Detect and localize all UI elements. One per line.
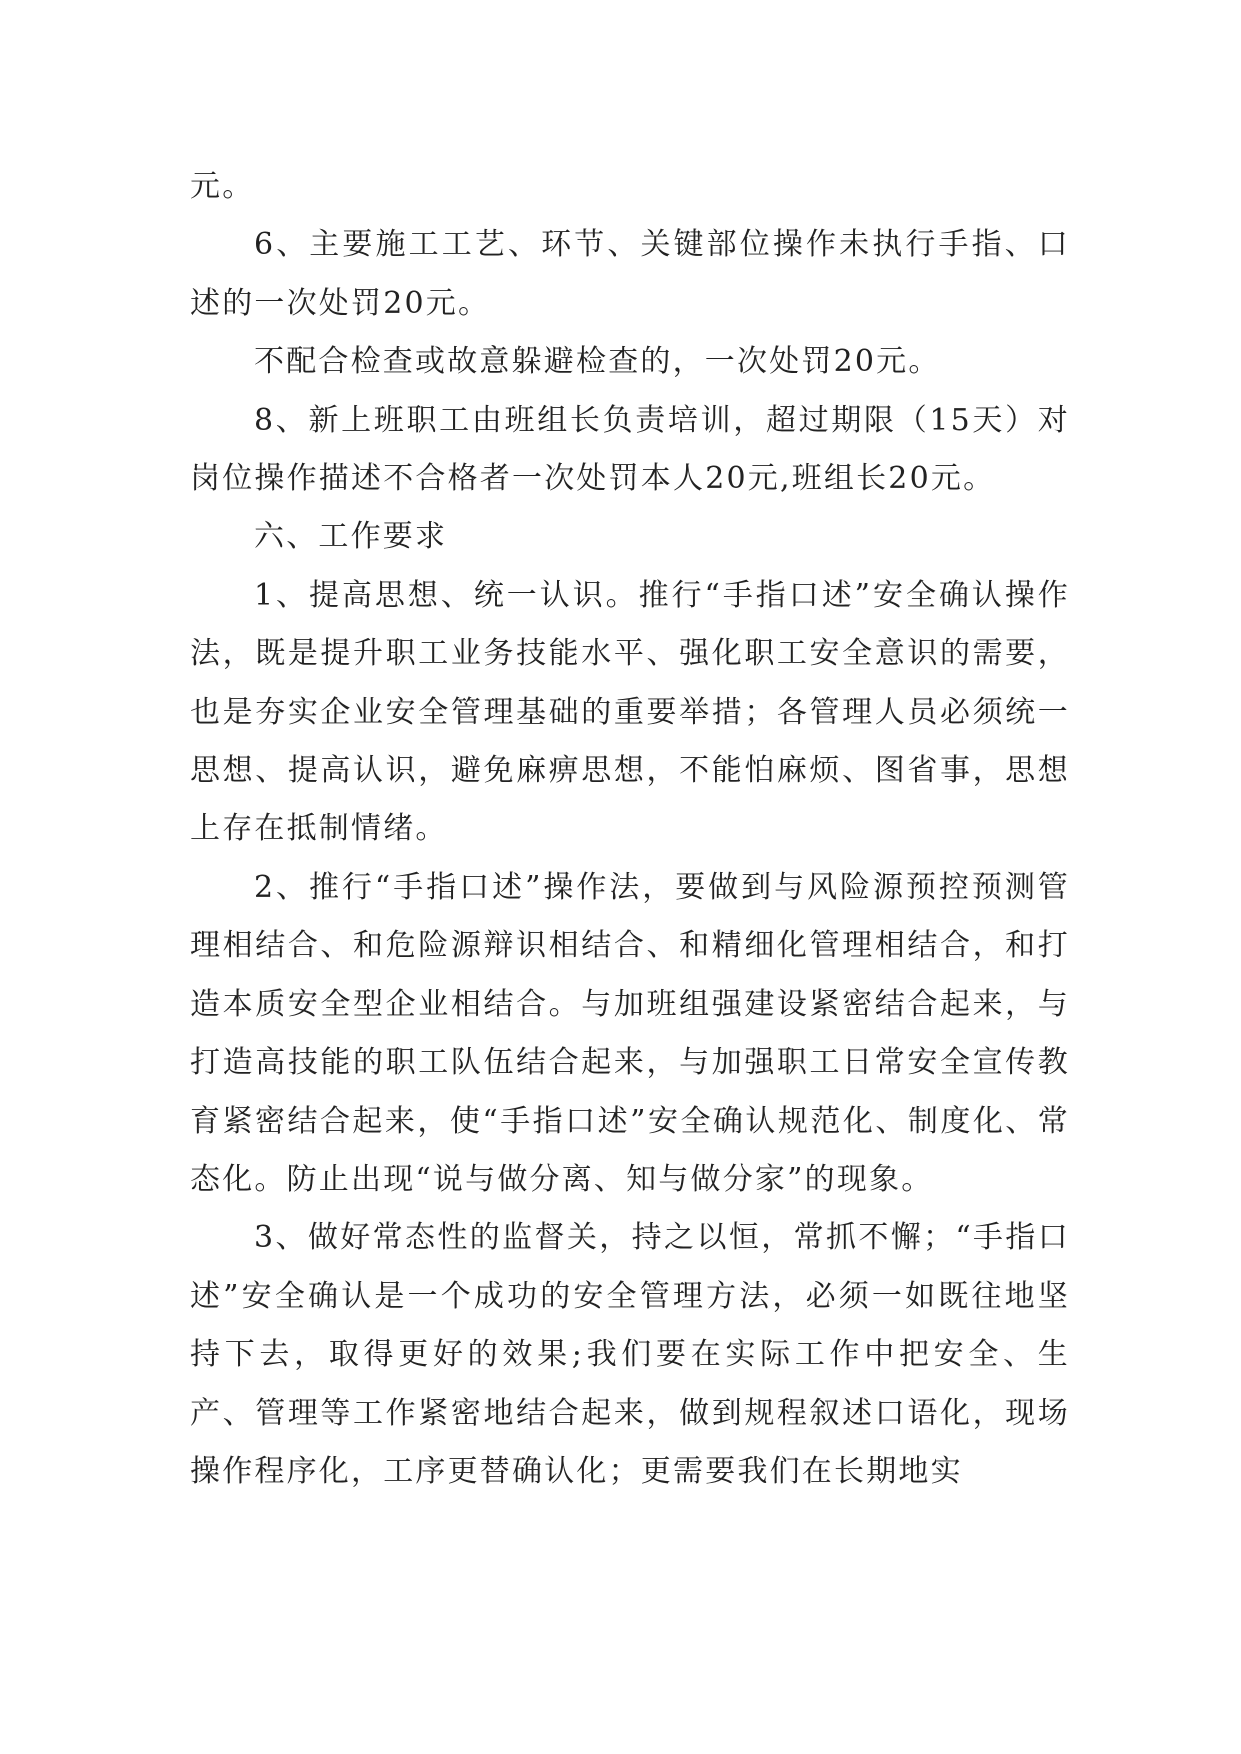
paragraph-item-6: 6、主要施工工艺、环节、关键部位操作未执行手指、口述的一次处罚20元。 [190,227,1070,321]
paragraph-continuation: 元。 [190,169,255,204]
paragraph-item-7: 不配合检查或故意躲避检查的，一次处罚20元。 [254,344,941,380]
paragraph-requirement-2: 2、推行“手指口述”操作法，要做到与风险源预控预测管理相结合、和危险源辩识相结合、和精细化管理相结合，和打造本质安全型企业相结合。与加班组强建设紧密结合起来，与打造高技能的职工队伍结合起来，与加强职工日常安全宣传教育紧密结合起来，使“手指口述”安全确认规范化、制度化、常态化。防止出现“说与做分离、知与做分家”的现象。 [190,869,1070,1197]
paragraph-item-8: 8、新上班职工由班组长负责培训，超过期限（15天）对岗位操作描述不合格者一次处罚本人20元,班组长20元。 [190,402,1070,497]
section-heading-work-requirements: 六、工作要求 [254,519,448,555]
paragraph-requirement-3: 3、做好常态性的监督关，持之以恒，常抓不懈；“手指口述”安全确认是一个成功的安全管理方法，必须一如既往地坚持下去，取得更好的效果;我们要在实际工作中把安全、生产、管理等工作紧密地结合起来，做到规程叙述口语化，现场操作程序化，工序更替确认化；更需要我们在长期地实 [190,1220,1070,1489]
document-body [190,158,1070,1501]
paragraph-requirement-1: 1、提高思想、统一认识。推行“手指口述”安全确认操作法，既是提升职工业务技能水平、强化职工安全意识的需要，也是夯实企业安全管理基础的重要举措；各管理人员必须统一思想、提高认识，避免麻痹思想，不能怕麻烦、图省事，思想上存在抵制情绪。 [190,577,1070,847]
